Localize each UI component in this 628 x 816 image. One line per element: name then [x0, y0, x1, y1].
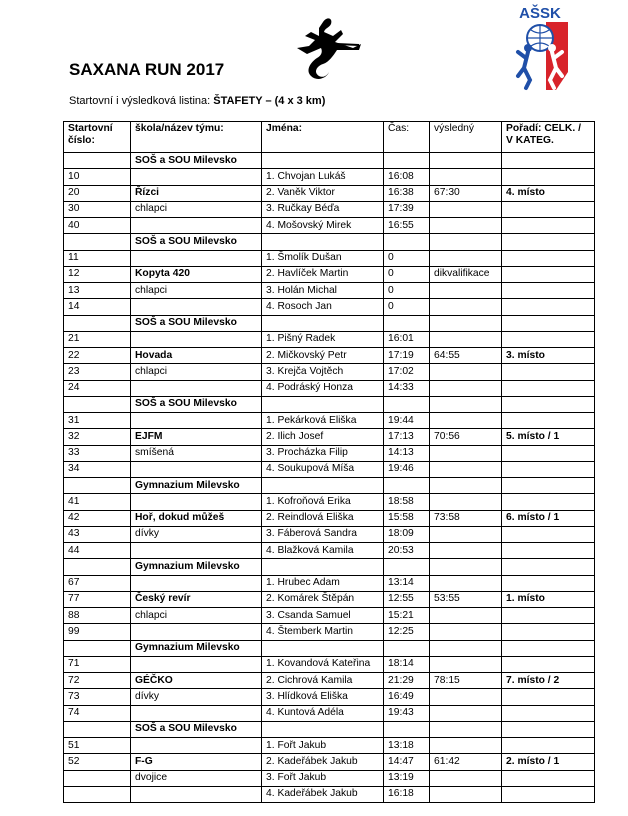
school-row-empty-cell: [384, 234, 430, 250]
team-name: Hoř, dokud můžeš: [131, 510, 262, 526]
runner-time: 18:09: [384, 526, 430, 542]
result-empty-cell: [430, 608, 502, 624]
runner-time: 16:55: [384, 218, 430, 234]
school-row-empty-cell: [502, 234, 595, 250]
rank-empty-cell: [502, 575, 595, 591]
runner-time: 13:14: [384, 575, 430, 591]
col-header-start-number: Startovní číslo:: [64, 122, 131, 153]
start-number: 23: [64, 364, 131, 380]
assk-logo: [506, 2, 574, 92]
runner-time: 14:13: [384, 445, 430, 461]
rank-empty-cell: [502, 201, 595, 217]
result-empty-cell: [430, 299, 502, 315]
rank-empty-cell: [502, 526, 595, 542]
col-header-rank: Pořadí: CELK. / V KATEG.: [502, 122, 595, 153]
runner-name: 1. Hrubec Adam: [262, 575, 384, 591]
table-row: [64, 250, 595, 266]
team-name: F-G: [131, 754, 262, 770]
team-category: smíšená: [131, 445, 262, 461]
runner-name: 2. Ilich Josef: [262, 429, 384, 445]
runner-time: 15:58: [384, 510, 430, 526]
start-number: 40: [64, 218, 131, 234]
team-total-time: dikvalifikace: [430, 266, 502, 282]
school-row-empty-cell: [502, 153, 595, 169]
runner-time: 14:47: [384, 754, 430, 770]
school-row: [64, 234, 595, 250]
team-rank: 2. místo / 1: [502, 754, 595, 770]
table-row: [64, 364, 595, 380]
school-row-empty-cell: [384, 478, 430, 494]
runner-time: 16:49: [384, 689, 430, 705]
rank-empty-cell: [502, 380, 595, 396]
runner-time: 19:44: [384, 413, 430, 429]
result-empty-cell: [430, 413, 502, 429]
start-number: 77: [64, 591, 131, 607]
table-row: [64, 526, 595, 542]
school-row-empty-cell: [64, 478, 131, 494]
runner-name: 4. Kadeřábek Jakub: [262, 786, 384, 802]
school-row-empty-cell: [430, 396, 502, 412]
runner-time: 15:21: [384, 608, 430, 624]
result-empty-cell: [430, 738, 502, 754]
runner-name: 2. Havlíček Martin: [262, 266, 384, 282]
school-row-empty-cell: [64, 721, 131, 737]
runner-time: 21:29: [384, 673, 430, 689]
team-category: dívky: [131, 526, 262, 542]
table-row: [64, 201, 595, 217]
result-empty-cell: [430, 218, 502, 234]
school-row-empty-cell: [262, 721, 384, 737]
team-empty-cell: [131, 705, 262, 721]
team-empty-cell: [131, 656, 262, 672]
table-row: [64, 445, 595, 461]
school-name: Gymnazium Milevsko: [131, 640, 262, 656]
school-row-empty-cell: [384, 315, 430, 331]
rank-empty-cell: [502, 786, 595, 802]
team-rank: 1. místo: [502, 591, 595, 607]
runner-name: 3. Fořt Jakub: [262, 770, 384, 786]
team-total-time: 67:30: [430, 185, 502, 201]
svg-text:AŠSK: AŠSK: [519, 5, 561, 22]
runner-name: 3. Csanda Samuel: [262, 608, 384, 624]
table-row: [64, 413, 595, 429]
school-row-empty-cell: [430, 640, 502, 656]
runner-name: 2. Komárek Štěpán: [262, 591, 384, 607]
runner-time: 18:58: [384, 494, 430, 510]
school-row: [64, 396, 595, 412]
team-empty-cell: [131, 461, 262, 477]
runner-name: 3. Holán Michal: [262, 283, 384, 299]
team-name: EJFM: [131, 429, 262, 445]
runner-name: 2. Kadeřábek Jakub: [262, 754, 384, 770]
team-total-time: 61:42: [430, 754, 502, 770]
table-row: [64, 218, 595, 234]
start-number: 31: [64, 413, 131, 429]
team-category: chlapci: [131, 364, 262, 380]
col-header-team: škola/název týmu:: [131, 122, 262, 153]
result-empty-cell: [430, 494, 502, 510]
team-category: dívky: [131, 689, 262, 705]
rank-empty-cell: [502, 364, 595, 380]
school-row-empty-cell: [64, 640, 131, 656]
runner-time: 13:19: [384, 770, 430, 786]
table-row: [64, 380, 595, 396]
team-empty-cell: [131, 494, 262, 510]
start-number: 34: [64, 461, 131, 477]
result-empty-cell: [430, 331, 502, 347]
start-number: 88: [64, 608, 131, 624]
school-name: SOŠ a SOU Milevsko: [131, 315, 262, 331]
start-number: [64, 786, 131, 802]
result-empty-cell: [430, 250, 502, 266]
result-empty-cell: [430, 169, 502, 185]
rank-empty-cell: [502, 461, 595, 477]
school-row-empty-cell: [430, 721, 502, 737]
team-rank: 6. místo / 1: [502, 510, 595, 526]
runner-name: 3. Hlídková Eliška: [262, 689, 384, 705]
team-category: chlapci: [131, 608, 262, 624]
table-row: [64, 738, 595, 754]
runner-name: 3. Ručkay Béďa: [262, 201, 384, 217]
runner-time: 17:39: [384, 201, 430, 217]
school-row-empty-cell: [502, 315, 595, 331]
runner-name: 2. Cichrová Kamila: [262, 673, 384, 689]
start-number: 14: [64, 299, 131, 315]
table-row: [64, 494, 595, 510]
subtitle-prefix: Startovní i výsledková listina:: [69, 95, 211, 107]
school-row-empty-cell: [502, 559, 595, 575]
runner-name: 1. Chvojan Lukáš: [262, 169, 384, 185]
school-row-empty-cell: [64, 559, 131, 575]
school-name: Gymnazium Milevsko: [131, 478, 262, 494]
runner-name: 1. Pišný Radek: [262, 331, 384, 347]
table-row: [64, 608, 595, 624]
runner-name: 4. Rosoch Jan: [262, 299, 384, 315]
table-row: [64, 754, 595, 770]
team-category: chlapci: [131, 283, 262, 299]
school-row-empty-cell: [502, 396, 595, 412]
school-row-empty-cell: [64, 234, 131, 250]
rank-empty-cell: [502, 331, 595, 347]
result-empty-cell: [430, 461, 502, 477]
school-row-empty-cell: [430, 559, 502, 575]
school-row: [64, 153, 595, 169]
team-rank: 4. místo: [502, 185, 595, 201]
school-row-empty-cell: [430, 478, 502, 494]
runner-time: 16:08: [384, 169, 430, 185]
table-row: [64, 591, 595, 607]
team-empty-cell: [131, 250, 262, 266]
school-row-empty-cell: [430, 315, 502, 331]
school-row-empty-cell: [64, 396, 131, 412]
table-row: [64, 673, 595, 689]
team-rank: 3. místo: [502, 348, 595, 364]
team-rank: 5. místo / 1: [502, 429, 595, 445]
runner-name: 4. Mošovský Mirek: [262, 218, 384, 234]
runner-name: 2. Vaněk Viktor: [262, 185, 384, 201]
team-rank: 7. místo / 2: [502, 673, 595, 689]
result-empty-cell: [430, 283, 502, 299]
start-number: 20: [64, 185, 131, 201]
table-row: [64, 299, 595, 315]
runner-time: 17:13: [384, 429, 430, 445]
result-empty-cell: [430, 364, 502, 380]
school-row-empty-cell: [384, 559, 430, 575]
rank-empty-cell: [502, 689, 595, 705]
start-number: 52: [64, 754, 131, 770]
start-number: 21: [64, 331, 131, 347]
table-row: [64, 705, 595, 721]
page-title: SAXANA RUN 2017: [69, 60, 225, 79]
runner-time: 14:33: [384, 380, 430, 396]
runner-time: 16:38: [384, 185, 430, 201]
team-empty-cell: [131, 738, 262, 754]
result-empty-cell: [430, 689, 502, 705]
team-rank: [502, 266, 595, 282]
runner-time: 12:55: [384, 591, 430, 607]
team-empty-cell: [131, 786, 262, 802]
start-number: 72: [64, 673, 131, 689]
rank-empty-cell: [502, 299, 595, 315]
school-row-empty-cell: [502, 478, 595, 494]
school-row: [64, 478, 595, 494]
subtitle-category: ŠTAFETY – (4 x 3 km): [213, 95, 326, 107]
rank-empty-cell: [502, 413, 595, 429]
school-name: SOŠ a SOU Milevsko: [131, 153, 262, 169]
team-empty-cell: [131, 624, 262, 640]
rank-empty-cell: [502, 283, 595, 299]
runner-name: 1. Pekárková Eliška: [262, 413, 384, 429]
school-row-empty-cell: [384, 640, 430, 656]
start-number: 71: [64, 656, 131, 672]
team-name: Hovada: [131, 348, 262, 364]
school-name: SOŠ a SOU Milevsko: [131, 396, 262, 412]
start-number: 51: [64, 738, 131, 754]
team-name: Řízci: [131, 185, 262, 201]
runner-time: 17:02: [384, 364, 430, 380]
start-number: 24: [64, 380, 131, 396]
runner-name: 4. Blažková Kamila: [262, 543, 384, 559]
rank-empty-cell: [502, 494, 595, 510]
runner-time: 0: [384, 299, 430, 315]
school-row-empty-cell: [502, 640, 595, 656]
runner-name: 1. Šmolík Dušan: [262, 250, 384, 266]
team-empty-cell: [131, 331, 262, 347]
runner-time: 17:19: [384, 348, 430, 364]
team-total-time: 70:56: [430, 429, 502, 445]
table-row: [64, 429, 595, 445]
start-number: 74: [64, 705, 131, 721]
team-empty-cell: [131, 413, 262, 429]
table-row: [64, 689, 595, 705]
team-empty-cell: [131, 380, 262, 396]
rank-empty-cell: [502, 624, 595, 640]
col-header-result: výsledný: [430, 122, 502, 153]
table-row: [64, 169, 595, 185]
school-row-empty-cell: [384, 396, 430, 412]
school-row-empty-cell: [64, 153, 131, 169]
result-empty-cell: [430, 445, 502, 461]
start-number: 30: [64, 201, 131, 217]
result-empty-cell: [430, 380, 502, 396]
table-row: [64, 331, 595, 347]
runner-time: 16:01: [384, 331, 430, 347]
start-number: 32: [64, 429, 131, 445]
runner-name: 1. Kovandová Kateřina: [262, 656, 384, 672]
rank-empty-cell: [502, 250, 595, 266]
team-empty-cell: [131, 218, 262, 234]
result-empty-cell: [430, 705, 502, 721]
team-empty-cell: [131, 575, 262, 591]
school-row-empty-cell: [262, 315, 384, 331]
team-empty-cell: [131, 169, 262, 185]
school-row-empty-cell: [262, 396, 384, 412]
school-row-empty-cell: [430, 234, 502, 250]
school-row-empty-cell: [384, 721, 430, 737]
col-header-time: Čas:: [384, 122, 430, 153]
rank-empty-cell: [502, 169, 595, 185]
table-row: [64, 786, 595, 802]
start-number: 13: [64, 283, 131, 299]
start-number: [64, 770, 131, 786]
start-number: 41: [64, 494, 131, 510]
school-row-empty-cell: [64, 315, 131, 331]
start-number: 10: [64, 169, 131, 185]
start-number: 42: [64, 510, 131, 526]
result-empty-cell: [430, 770, 502, 786]
runner-name: 1. Fořt Jakub: [262, 738, 384, 754]
runner-name: 3. Procházka Filip: [262, 445, 384, 461]
table-row: [64, 575, 595, 591]
runner-time: 16:18: [384, 786, 430, 802]
table-row: [64, 461, 595, 477]
school-row-empty-cell: [384, 153, 430, 169]
page-subtitle: [69, 95, 325, 107]
rank-empty-cell: [502, 608, 595, 624]
result-empty-cell: [430, 575, 502, 591]
result-empty-cell: [430, 656, 502, 672]
table-row: [64, 656, 595, 672]
dragon-logo: [293, 14, 363, 82]
table-row: [64, 543, 595, 559]
runner-time: 0: [384, 266, 430, 282]
runner-time: 18:14: [384, 656, 430, 672]
rank-empty-cell: [502, 218, 595, 234]
school-row-empty-cell: [262, 559, 384, 575]
runner-name: 1. Kofroňová Erika: [262, 494, 384, 510]
team-category: dvojice: [131, 770, 262, 786]
rank-empty-cell: [502, 738, 595, 754]
start-number: 11: [64, 250, 131, 266]
team-name: Český revír: [131, 591, 262, 607]
school-name: SOŠ a SOU Milevsko: [131, 721, 262, 737]
table-row: [64, 266, 595, 282]
results-table: [63, 121, 595, 803]
team-total-time: 64:55: [430, 348, 502, 364]
school-row-empty-cell: [430, 153, 502, 169]
result-empty-cell: [430, 526, 502, 542]
rank-empty-cell: [502, 770, 595, 786]
start-number: 67: [64, 575, 131, 591]
start-number: 99: [64, 624, 131, 640]
team-name: GÉČKO: [131, 673, 262, 689]
team-category: chlapci: [131, 201, 262, 217]
start-number: 12: [64, 266, 131, 282]
col-header-names: Jména:: [262, 122, 384, 153]
result-empty-cell: [430, 786, 502, 802]
school-row-empty-cell: [262, 640, 384, 656]
school-row: [64, 559, 595, 575]
school-name: SOŠ a SOU Milevsko: [131, 234, 262, 250]
table-row: [64, 770, 595, 786]
school-name: Gymnazium Milevsko: [131, 559, 262, 575]
rank-empty-cell: [502, 543, 595, 559]
school-row-empty-cell: [262, 234, 384, 250]
result-empty-cell: [430, 201, 502, 217]
school-row: [64, 315, 595, 331]
school-row: [64, 721, 595, 737]
table-row: [64, 624, 595, 640]
rank-empty-cell: [502, 445, 595, 461]
start-number: 73: [64, 689, 131, 705]
school-row: [64, 640, 595, 656]
runner-name: 4. Soukupová Míša: [262, 461, 384, 477]
start-number: 22: [64, 348, 131, 364]
runner-time: 19:43: [384, 705, 430, 721]
runner-name: 3. Fáberová Sandra: [262, 526, 384, 542]
table-header-row: [64, 122, 595, 153]
rank-empty-cell: [502, 656, 595, 672]
start-number: 43: [64, 526, 131, 542]
team-empty-cell: [131, 543, 262, 559]
team-total-time: 53:55: [430, 591, 502, 607]
runner-time: 12:25: [384, 624, 430, 640]
team-name: Kopyta 420: [131, 266, 262, 282]
team-empty-cell: [131, 299, 262, 315]
start-number: 44: [64, 543, 131, 559]
runner-name: 2. Reindlová Eliška: [262, 510, 384, 526]
start-number: 33: [64, 445, 131, 461]
rank-empty-cell: [502, 705, 595, 721]
runner-time: 19:46: [384, 461, 430, 477]
runner-name: 3. Krejča Vojtěch: [262, 364, 384, 380]
runner-name: 2. Mičkovský Petr: [262, 348, 384, 364]
school-row-empty-cell: [262, 478, 384, 494]
runner-time: 20:53: [384, 543, 430, 559]
result-empty-cell: [430, 624, 502, 640]
runner-time: 13:18: [384, 738, 430, 754]
runner-name: 4. Štemberk Martin: [262, 624, 384, 640]
table-row: [64, 348, 595, 364]
table-row: [64, 185, 595, 201]
school-row-empty-cell: [262, 153, 384, 169]
runner-time: 0: [384, 283, 430, 299]
runner-name: 4. Kuntová Adéla: [262, 705, 384, 721]
runner-time: 0: [384, 250, 430, 266]
team-total-time: 73:58: [430, 510, 502, 526]
result-empty-cell: [430, 543, 502, 559]
school-row-empty-cell: [502, 721, 595, 737]
team-total-time: 78:15: [430, 673, 502, 689]
table-row: [64, 283, 595, 299]
table-row: [64, 510, 595, 526]
runner-name: 4. Podráský Honza: [262, 380, 384, 396]
